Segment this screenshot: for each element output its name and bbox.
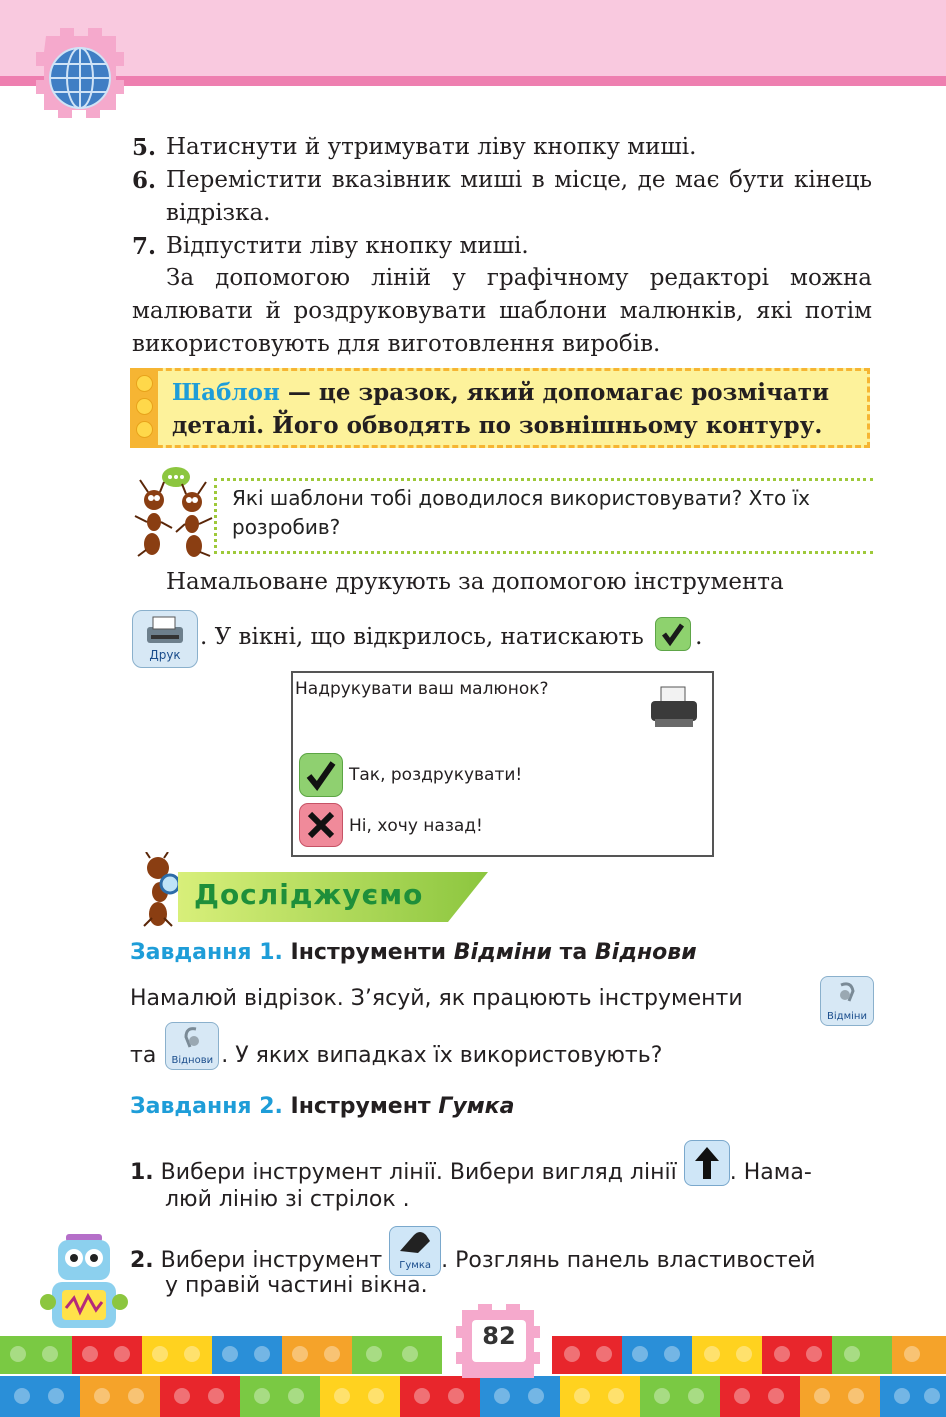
ants-icon — [132, 466, 216, 558]
undo-tool-icon — [820, 976, 874, 1026]
decor-dot — [136, 421, 153, 438]
print-tool-icon — [132, 610, 198, 668]
undo-icon — [821, 977, 873, 1011]
task-2-item-2a: Вибери інструмент — [160, 1248, 383, 1273]
task-1-title-a: Інструменти — [290, 940, 454, 965]
task-1-line-2a: та — [130, 1043, 157, 1068]
question-text: Які шаблони тобі доводилося використовувати? Хто їх розробив? — [232, 486, 810, 539]
task-1-line-1: Намалюй відрізок. З’ясуй, як працюють інструменти — [130, 986, 743, 1011]
list-item — [132, 230, 872, 263]
redo-label: Віднови — [171, 1055, 214, 1066]
task-1-heading — [130, 940, 697, 965]
task-1-label: Завдання 1. — [130, 940, 283, 965]
definition-text — [172, 376, 862, 442]
print-line-1: Намальоване друкують за допомогою інструмента — [166, 569, 784, 595]
step-text: Відпустити ліву кнопку миші. — [166, 233, 529, 259]
eraser-label: Гумка — [399, 1260, 432, 1271]
list-item — [132, 164, 872, 230]
task-2-heading — [130, 1094, 514, 1119]
paragraph-templates: За допомогою ліній у графічному редакторі можна малювати й роздруковувати шаблони малюнків, які потім використовують для виготовлення виробів. — [132, 265, 872, 357]
check-icon — [655, 617, 691, 651]
print-line-2a: . У вікні, що відкрилось, натискають — [200, 624, 644, 650]
cross-icon — [300, 804, 342, 846]
print-dialog — [291, 671, 714, 857]
dialog-question: Надрукувати ваш малюнок? — [295, 679, 549, 699]
step-number: 7. — [132, 233, 157, 260]
printer-icon — [133, 611, 197, 651]
task-2-title-b: Гумка — [438, 1094, 515, 1119]
task-1-line-2b: . У яких випадках їх використовують? — [221, 1043, 663, 1068]
step-text: Натиснути й утримувати ліву кнопку миші. — [166, 134, 697, 160]
print-line-2 — [200, 621, 702, 655]
task-2-item-1c: люй лінію зі стрілок . — [165, 1187, 410, 1212]
definition-rest: — це зразок, який допомагає розмічати деталі. Його обводять по зовнішньому контуру. — [172, 379, 830, 439]
no-button[interactable] — [299, 803, 343, 847]
step-text: Перемістити вказівник миші в місце, де має бути кінець відрізка. — [166, 167, 872, 226]
print-icon-label: Друк — [149, 648, 181, 662]
header-line — [0, 76, 946, 86]
step-number: 6. — [132, 167, 157, 194]
task-1-title-d: Віднови — [594, 940, 697, 965]
robot-icon — [38, 1232, 130, 1340]
task-1-line-2 — [130, 1032, 875, 1080]
decor-dot — [136, 398, 153, 415]
task-2-label: Завдання 2. — [130, 1094, 283, 1119]
definition-term: Шаблон — [172, 379, 280, 406]
task-1-title-b: Відміни — [453, 940, 552, 965]
task-2-item-2c: у правій частині вікна. — [165, 1273, 428, 1298]
globe-icon — [28, 26, 132, 132]
task-2-item-2b: . Розглянь панель властивостей — [441, 1248, 816, 1273]
eraser-icon — [390, 1227, 440, 1259]
item-number: 2. — [130, 1248, 154, 1273]
redo-icon — [166, 1023, 218, 1055]
print-line-2b: . — [695, 624, 703, 650]
step-number: 5. — [132, 134, 157, 161]
item-number: 1. — [130, 1160, 154, 1185]
list-item — [132, 131, 872, 164]
section-title: Досліджуємо — [194, 878, 424, 911]
header-band — [0, 0, 946, 80]
task-2-title-a: Інструмент — [290, 1094, 439, 1119]
printer-icon — [647, 685, 703, 731]
redo-tool-icon — [165, 1022, 219, 1070]
task-1-title-c: та — [551, 940, 595, 965]
task-2-item-1a: Вибери інструмент лінії. Вибери вигляд лінії — [160, 1160, 677, 1185]
arrow-line-icon — [684, 1140, 730, 1186]
undo-label: Відміни — [827, 1011, 867, 1022]
no-label: Ні, хочу назад! — [349, 816, 483, 836]
task-2-item-1b: . Нама- — [729, 1160, 812, 1185]
yes-label: Так, роздрукувати! — [349, 765, 523, 785]
yes-button[interactable] — [299, 753, 343, 797]
decor-dot — [136, 375, 153, 392]
page-number: 82 — [482, 1322, 516, 1350]
check-icon — [300, 754, 342, 796]
